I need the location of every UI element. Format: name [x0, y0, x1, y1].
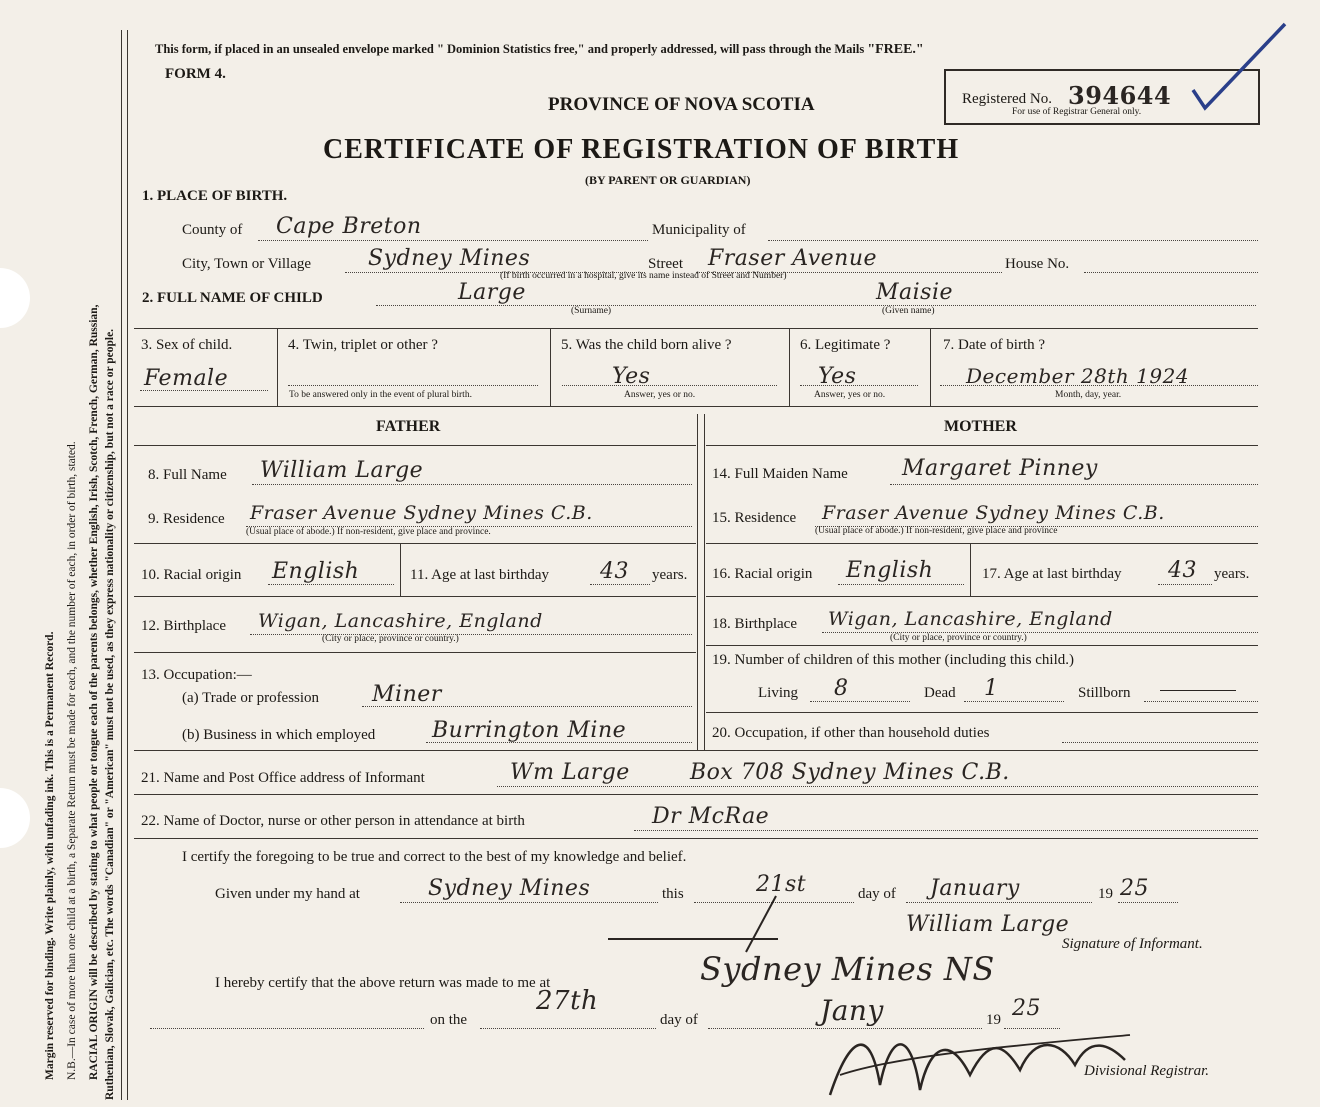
- margin-note-racial-origin: RACIAL ORIGIN will be described by stating to what people or tongue each of the parents belongs, whether English, Irish, Scotch, French, German, Russian,: [88, 304, 100, 1080]
- mother-birthplace-value: Wigan, Lancashire, England: [828, 608, 1113, 630]
- given-under-label: Given under my hand at: [215, 886, 360, 902]
- child-surname: Large: [458, 280, 526, 305]
- margin-note-binding: Margin reserved for binding. Write plainly, with unfading ink. This is a Permanent Record.: [44, 631, 56, 1080]
- city-value: Sydney Mines: [368, 246, 531, 271]
- mother-occupation-label: 20. Occupation, if other than household duties: [712, 725, 990, 741]
- registrar-month-value: Jany: [820, 994, 884, 1027]
- father-heading: FATHER: [376, 418, 441, 435]
- mother-residence-label: 15. Residence: [712, 510, 797, 526]
- mother-heading: MOTHER: [944, 418, 1017, 435]
- registrar-statement: I hereby certify that the above return was made to me at: [215, 975, 551, 991]
- hospital-note: (If birth occurred in a hospital, give its name instead of Street and Number): [500, 271, 787, 281]
- legitimate-caption: Answer, yes or no.: [814, 390, 886, 400]
- born-alive-label: 5. Was the child born alive ?: [561, 337, 732, 353]
- mother-age-label: 17. Age at last birthday: [982, 566, 1122, 582]
- father-age-value: 43: [600, 559, 629, 584]
- county-value: Cape Breton: [276, 214, 422, 239]
- born-alive-value: Yes: [612, 364, 651, 389]
- date-of-birth-caption: Month, day, year.: [1055, 390, 1122, 400]
- father-residence-label: 9. Residence: [148, 511, 225, 527]
- mother-age-value: 43: [1168, 558, 1197, 583]
- date-of-birth-label: 7. Date of birth ?: [943, 337, 1046, 353]
- punch-hole: [0, 788, 30, 848]
- page-title: CERTIFICATE OF REGISTRATION OF BIRTH: [323, 134, 960, 165]
- registrar-on-the-label: on the: [430, 1012, 468, 1028]
- legitimate-label: 6. Legitimate ?: [800, 337, 891, 353]
- legitimate-value: Yes: [818, 364, 857, 389]
- mother-racial-value: English: [846, 558, 934, 583]
- city-label: City, Town or Village: [182, 256, 312, 272]
- margin-border: [121, 30, 122, 1100]
- mother-name-value: Margaret Pinney: [902, 456, 1098, 481]
- dead-label: Dead: [924, 685, 956, 701]
- certify-day-of-label: day of: [858, 886, 896, 902]
- stillborn-label: Stillborn: [1078, 685, 1131, 701]
- registrar-day-of-label: day of: [660, 1012, 698, 1028]
- registrar-place-value: Sydney Mines NS: [700, 950, 995, 988]
- child-name-label: 2. FULL NAME OF CHILD: [142, 290, 323, 306]
- registered-label: Registered No.: [962, 91, 1052, 107]
- registrar-caption: Divisional Registrar.: [1084, 1063, 1210, 1079]
- form-number: FORM 4.: [165, 66, 226, 82]
- informant-signature: William Large: [906, 912, 1070, 937]
- living-value: 8: [834, 676, 849, 701]
- county-label: County of: [182, 222, 243, 238]
- twin-label: 4. Twin, triplet or other ?: [288, 337, 438, 353]
- mother-residence-value: Fraser Avenue Sydney Mines C.B.: [822, 502, 1165, 524]
- father-racial-label: 10. Racial origin: [141, 567, 242, 583]
- registrar-year-prefix: 19: [986, 1012, 1001, 1028]
- informant-address: Box 708 Sydney Mines C.B.: [690, 760, 1010, 785]
- municipality-label: Municipality of: [652, 222, 746, 238]
- certify-year-value: 25: [1120, 876, 1149, 901]
- occupation-label: 13. Occupation:—: [141, 667, 252, 683]
- margin-note-racial-origin-cont: Ruthenian, Slovak, Galician, etc. The words "Canadian" or "American" must not be used, as they express nationality or citizenship, but not a race or people.: [104, 328, 116, 1100]
- certify-month-value: January: [930, 876, 1020, 901]
- father-birthplace-caption: (City or place, province or country.): [322, 634, 459, 644]
- certify-year-prefix: 19: [1098, 886, 1113, 902]
- this-label: this: [662, 886, 684, 902]
- mother-name-label: 14. Full Maiden Name: [712, 466, 848, 482]
- signature-caption: Signature of Informant.: [1062, 936, 1203, 952]
- dead-value: 1: [984, 676, 999, 701]
- doctor-label: 22. Name of Doctor, nurse or other person in attendance at birth: [141, 813, 525, 829]
- date-of-birth-value: December 28th 1924: [966, 364, 1190, 388]
- trade-value: Miner: [372, 682, 442, 707]
- father-residence-value: Fraser Avenue Sydney Mines C.B.: [250, 502, 593, 524]
- twin-note: To be answered only in the event of plural birth.: [289, 390, 472, 400]
- registrar-use-note: For use of Registrar General only.: [1012, 107, 1142, 117]
- father-age-label: 11. Age at last birthday: [410, 567, 549, 583]
- mother-age-years: years.: [1214, 566, 1250, 582]
- punch-hole: [0, 268, 30, 328]
- sex-value: Female: [144, 366, 229, 391]
- born-alive-caption: Answer, yes or no.: [624, 390, 696, 400]
- sex-label: 3. Sex of child.: [141, 337, 233, 353]
- child-given-name: Maisie: [876, 280, 954, 305]
- mother-birthplace-label: 18. Birthplace: [712, 616, 797, 632]
- mother-racial-label: 16. Racial origin: [712, 566, 813, 582]
- doctor-value: Dr McRae: [652, 804, 770, 829]
- father-name-label: 8. Full Name: [148, 467, 227, 483]
- father-name-value: William Large: [260, 458, 424, 483]
- mail-notice: This form, if placed in an unsealed envelope marked " Dominion Statistics free," and properly addressed, will pass through the Mails "FREE.": [155, 42, 924, 57]
- father-birthplace-value: Wigan, Lancashire, England: [258, 610, 543, 632]
- street-label: Street: [648, 256, 683, 272]
- living-label: Living: [758, 685, 798, 701]
- place-of-birth-heading: 1. PLACE OF BIRTH.: [142, 188, 288, 204]
- mother-residence-caption: (Usual place of abode.) If non-resident, give place and province: [815, 526, 1058, 536]
- registered-number: 394644: [1068, 81, 1172, 110]
- mother-birthplace-caption: (City or place, province or country.): [890, 633, 1027, 643]
- checkmark-icon: [1185, 20, 1295, 120]
- registrar-signature: [820, 1015, 1140, 1105]
- father-birthplace-label: 12. Birthplace: [141, 618, 226, 634]
- house-number-label: House No.: [1005, 256, 1070, 272]
- given-name-caption: (Given name): [882, 306, 935, 316]
- business-label: (b) Business in which employed: [182, 727, 376, 743]
- margin-border: [127, 30, 128, 1100]
- father-residence-caption: (Usual place of abode.) If non-resident, give place and province.: [246, 527, 491, 537]
- informant-label: 21. Name and Post Office address of Informant: [141, 770, 425, 786]
- surname-caption: (Surname): [571, 306, 612, 316]
- business-value: Burrington Mine: [432, 718, 627, 743]
- father-age-years: years.: [652, 567, 688, 583]
- father-racial-value: English: [272, 559, 360, 584]
- given-place-value: Sydney Mines: [428, 876, 591, 901]
- province-heading: PROVINCE OF NOVA SCOTIA: [548, 94, 815, 115]
- certify-statement: I certify the foregoing to be true and correct to the best of my knowledge and belief.: [182, 849, 687, 865]
- registrar-day-value: 27th: [536, 986, 599, 1016]
- street-value: Fraser Avenue: [708, 246, 878, 271]
- page-subtitle: (BY PARENT OR GUARDIAN): [585, 173, 751, 187]
- children-count-label: 19. Number of children of this mother (including this child.): [712, 652, 1075, 668]
- certify-day-value: 21st: [756, 872, 807, 897]
- informant-name: Wm Large: [510, 760, 630, 785]
- margin-note-separate-return: N.B.—In case of more than one child at a birth, a Separate Return must be made for each, and the number of each, in order of birth, stated.: [66, 441, 78, 1080]
- registrar-year-value: 25: [1012, 996, 1041, 1021]
- trade-label: (a) Trade or profession: [182, 690, 320, 706]
